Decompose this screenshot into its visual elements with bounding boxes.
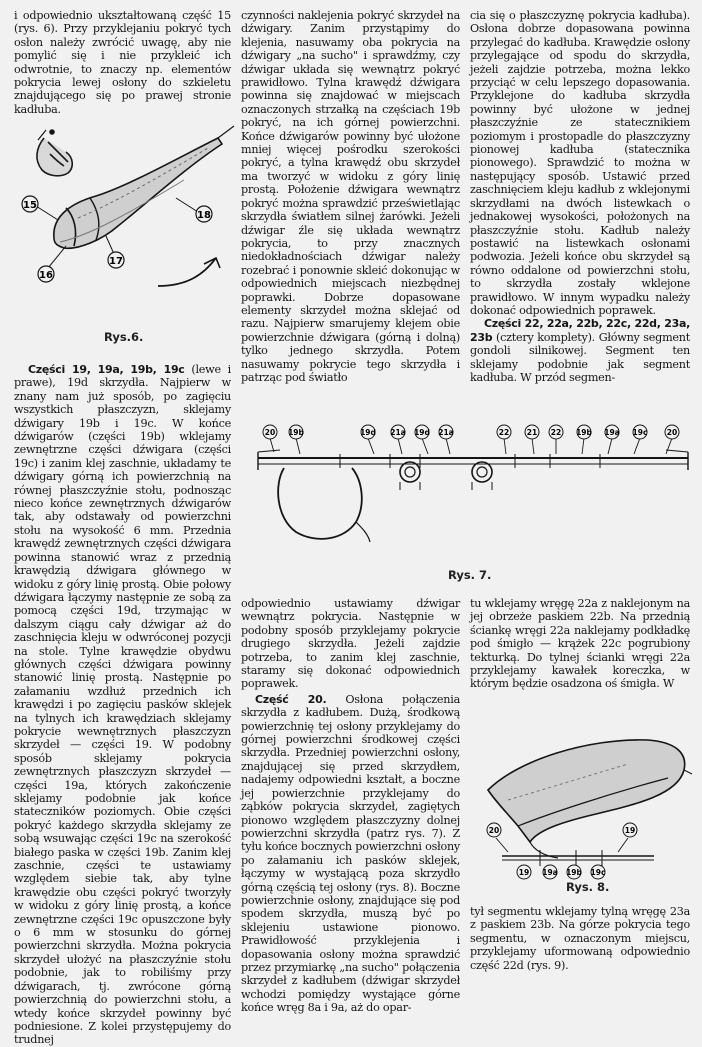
column3-top-text <box>470 9 690 384</box>
paragraph: i odpowiednio ukształtowaną część 15 (rys. 6). Przy przyklejaniu pokryć tych osłon należy zwrócić uwagę, aby nie pomylić się i nie przykleić ich odwrotnie, to znaczy np. elementów pokrycia lewej osłony do szkieletu znajdującego się po prawej stronie kadłuba. <box>14 9 231 116</box>
part-heading: Części 19, 19a, 19b, 19c <box>28 363 185 376</box>
figure-7-label: 22 <box>550 428 562 437</box>
paragraph <box>470 317 690 384</box>
column1-top-text <box>14 9 231 116</box>
figure-7-label: 19d <box>360 428 376 437</box>
figure-7-label: 19b <box>576 428 592 437</box>
figure-7-label: 19b <box>288 428 304 437</box>
paragraph-body: (cztery komplety). Główny segment gondoli silnikowej. Segment ten sklejamy podobnie jak segment kadłuba. W przód segmen- <box>470 330 690 384</box>
figure-7-drawing <box>250 424 694 574</box>
part-heading: Część 20. <box>255 692 327 706</box>
paragraph: tył segmentu wklejamy tylną wręgę 23a z paskiem 23b. Na górze pokrycia tego segmentu, w oznaczonym miejscu, przyklejamy uformowaną odpowiednio część 22d (rys. 9). <box>470 905 690 972</box>
figure-8-label: 20 <box>488 826 500 835</box>
figure-8-drawing <box>478 730 696 880</box>
paragraph <box>241 693 460 1015</box>
figure-6-drawing <box>8 118 236 300</box>
column1-bottom-text <box>14 363 231 1047</box>
paragraph-body: (lewe i prawe), 19d skrzydła. Najpierw w znany nam już sposób, po zagięciu wszystkich płaszczyzn, sklejamy dźwigary 19b i 19c. W końce dźwigarów (części 19b) wklejamy zewnętrzne części dźwigara (części 19c) i zanim klej zaschnie, układamy te dźwigary górną ich powierzchnią na równej płaszczyźnie stołu, podnosząc nieco końce zewnętrznych dźwigarów tak, aby odstawały od powierzchni stołu na wysokość 6 mm. Przednia krawędź zewnętrznych części dźwigara powinna stanowić wraz z przednią krawędzią dźwigara głównego w widoku z góry linię prostą. Obie połowy dźwigara łączymy następnie ze sobą za pomocą części 19d, trzymając w dalszym ciągu cały dźwigar aż do zaschnięcia kleju w odwróconej pozycji na stole. Tylne krawędzie obydwu głównych części dźwigara powinny stanowić linię prostą. Następnie po załamaniu wzdłuż przednich ich krawędzi i po zagięciu pasków sklejek na tylnych ich krawędziach sklejamy pokrycie wewnętrznych płaszczyzn skrzydeł — części 19. W podobny sposób sklejamy pokrycia zewnętrznych płaszczyzn skrzydeł — części 19a, których zakończenie sklejamy podobnie jak końce stateczników poziomych. Obie części pokryć każdego skrzydła sklejamy ze sobą wsuwając części 19c na szerokość białego paska w części 19b. Zanim klej zaschnie, części te ustawiamy względem siebie tak, aby tylne krawędzie obu części pokryć tworzyły w widoku z góry linię prostą, a końce zewnętrzne części 19c opuszczone były o 6 mm w stosunku do górnej powierzchni skrzydła. Można pokrycia skrzydeł ułożyć na płaszczyźnie stołu podobnie, jak to robiliśmy przy dźwigarach, tj. zwrócone górną powierzchnią do powierzchni stołu, a wtedy końce skrzydeł powinny być podniesione. Z kolei przystępujemy do trudnej <box>14 363 232 1047</box>
paragraph <box>14 363 231 1047</box>
figure-8-label: 19 <box>518 868 530 877</box>
figure-8-label: 19c <box>590 868 606 877</box>
figure-7-label: 19c <box>632 428 648 437</box>
column3-bottom-text <box>470 905 690 972</box>
column3-middle-text <box>470 597 690 691</box>
figure-7-label: 21a <box>390 428 406 437</box>
paragraph-body: Osłona połączenia skrzydła z kadłubem. Dużą, środkową powierzchnię tej osłony przyklejamy do górnej powierzchni środkowej części skrzydła. Przedniej powierzchni osłony, znajdującej się przed skrzydłem, nadajemy odpowiedni kształt, a boczne jej powierzchnie przyklejamy do ząbków pokrycia skrzydeł, zagiętych pionowo względem płaszczyzny dolnej powierzchni skrzydła (patrz rys. 7). Z tyłu końce bocznych powierzchni osłony po załamaniu ich pasków sklejek, łączymy w wystającą poza skrzydło górną częścią tej osłony (rys. 8). Boczne powierzchnie osłony, znajdujące się pod spodem skrzydła, muszą być po sklejeniu ustawione pionowo. Prawidłowość przyklejenia i dopasowania osłony można sprawdzić przez przymiarkę „na sucho" połączenia skrzydeł z kadłubem (dźwigar skrzydeł wchodzi pomiędzy wystające górne końce wręg 8a i 9a, aż do opar- <box>241 692 460 1015</box>
figure-6-label-16: 16 <box>39 270 53 281</box>
figure-8-label: 19 <box>624 826 636 835</box>
figure-8-caption: Rys. 8. <box>566 880 610 894</box>
figure-8-label: 19b <box>566 868 582 877</box>
figure-7-label: 20 <box>666 428 678 437</box>
figure-7-label: 21 <box>526 428 538 437</box>
column2-top-text <box>241 9 460 384</box>
paragraph: tu wklejamy wręgę 22a z naklejonym na jej obrzeże paskiem 22b. Na przednią ściankę wręgi 22a naklejamy podkładkę pod śmigło — krążek 22c pogrubiony tekturką. Do tylnej ścianki wręgi 22a przyklejamy kawałek koreczka, w którym będzie osadzona oś śmigła. W <box>470 597 690 691</box>
paragraph: odpowiednio ustawiamy dźwigar wewnątrz pokrycia. Następnie w podobny sposób przyklejamy pokrycie drugiego skrzydła. Jeżeli zajdzie potrzeba, to zanim klej zaschnie, staramy się dokonać odpowiednich poprawek. <box>241 597 460 691</box>
figure-7-label: 19a <box>604 428 620 437</box>
paragraph: czynności naklejenia pokryć skrzydeł na dźwigary. Zanim przystąpimy do klejenia, nasuwamy oba pokrycia na dźwigary „na sucho" i sprawdźmy, czy dźwigar układa się wewnątrz pokryć prawidłowo. Tylna krawędź dźwigara powinna się znajdować w miejscach oznaczonych strzałką na częściach 19b pokryć, na ich górnej powierzchni. Końce dźwigarów powinny być ułożone mniej więcej pośrodku szerokości pokryć, a tylna krawędź obu skrzydeł ma tworzyć w widoku z góry linię prostą. Położenie dźwigara wewnątrz pokryć można sprawdzić prześwietlając skrzydła światłem silnej żarówki. Jeżeli dźwigar źle się układa wewnątrz pokrycia, to przy znacznych niedokładnościach dźwigar należy rozebrać i ponownie skleić dokonując w odpowiednich miejscach niezbędnej poprawki. Dobrze dopasowane elementy skrzydeł można sklejać od razu. Najpierw smarujemy klejem obie powierzchnie dźwigara (górną i dolną) tylko jednego skrzydła. Potem nasuwamy pokrycie tego skrzydła i patrząc pod światło <box>241 9 460 384</box>
figure-8-label: 19a <box>542 868 558 877</box>
part-heading: Części 22, 22a, 22b, 22c, 22d, 23a, 23b <box>470 317 690 344</box>
figure-7-caption: Rys. 7. <box>448 568 492 582</box>
part-15-detail <box>37 130 72 176</box>
figure-6-label-17: 17 <box>109 256 123 267</box>
figure-7-label: 21a <box>438 428 454 437</box>
figure-6-label-18: 18 <box>197 210 211 221</box>
paragraph: cia się o płaszczyznę pokrycia kadłuba). Osłona dobrze dopasowana powinna przylegać do kadłuba. Krawędzie osłony przylegające od spodu do skrzydła, jeżeli zajdzie potrzeba, można lekko przyciąć w celu lepszego dopasowania. Przyklejone do kadłuba skrzydła powinny być ułożone w jednej płaszczyźnie ze statecznikiem poziomym i prostopadle do płaszczyzny pionowej kadłuba (statecznika pionowego). Sprawdzić to można w następujący sposób. Ustawić przed zaschnięciem kleju kadłub z wklejonymi skrzydłami na dwóch listewkach o jednakowej wysokości, położonych na płaszczyźnie stołu. Kadłub należy postawić na listewkach osłonami podwozia. Jeżeli końce obu skrzydeł są równo oddalone od powierzchni stołu, to skrzydła zostały wklejone prawidłowo. W innym wypadku należy dokonać odpowiednich poprawek. <box>470 9 690 317</box>
figure-6-caption: Rys.6. <box>104 330 144 344</box>
figure-6-label-15: 15 <box>23 200 37 211</box>
figure-7-label: 22 <box>498 428 510 437</box>
figure-7-label: 19d <box>414 428 430 437</box>
column2-bottom-text <box>241 597 460 1015</box>
figure-7-label: 20 <box>264 428 276 437</box>
